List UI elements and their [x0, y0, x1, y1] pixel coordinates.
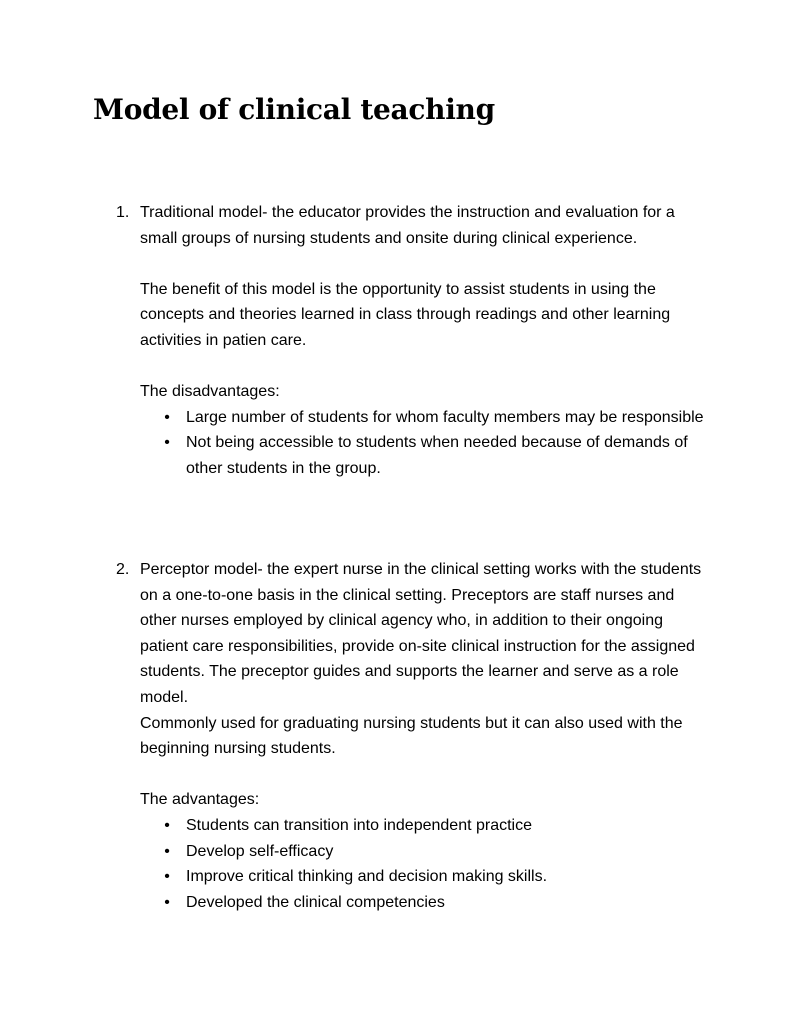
list-item-text: Not being accessible to students when needed because of demands of other students in the group. — [186, 434, 688, 477]
item-intro-paragraph: Perceptor model- the expert nurse in the clinical setting works with the students on a one-to-one basis in the clinical setting. Preceptors are staff nurses and other nurses employed by clinical agency who, in addition to their ongoing patient care responsibilities, provide on-site clinical instruction for the assigned students. The preceptor guides and supports the learner and serve as a role model. — [140, 561, 702, 706]
bullet-icon: • — [164, 434, 170, 452]
bullet-icon: • — [164, 842, 170, 860]
item-number: 1. — [116, 204, 130, 221]
bullet-icon: • — [164, 893, 170, 911]
list-item — [140, 813, 712, 839]
page-title: Model of clinical teaching — [93, 93, 495, 126]
disadvantages-list — [140, 405, 712, 482]
bullet-icon: • — [164, 868, 170, 886]
benefit-paragraph: The benefit of this model is the opportunity to assist students in using the concepts and theories learned in class through readings and other learning activities in patien care. — [140, 280, 671, 349]
list-item-text: Improve critical thinking and decision making skills. — [186, 868, 548, 886]
list-item-text: Develop self-efficacy — [186, 842, 334, 860]
paragraph-spacer — [140, 251, 712, 277]
bullet-icon: • — [164, 408, 170, 426]
item-intro-paragraph: Traditional model- the educator provides the instruction and evaluation for a small groups of nursing students and onsite during clinical experience. — [140, 204, 675, 247]
list-item — [140, 864, 712, 890]
list-item-text: Developed the clinical competencies — [186, 893, 445, 911]
list-item — [140, 430, 712, 481]
list-item — [140, 839, 712, 865]
usage-paragraph: Commonly used for graduating nursing students but it can also used with the beginning nursing students. — [140, 714, 683, 758]
item-number: 2. — [116, 561, 130, 578]
advantages-list — [140, 813, 712, 915]
list-item — [140, 890, 712, 916]
bullet-icon: • — [164, 816, 170, 834]
item-content — [140, 557, 712, 915]
list-item-text: Students can transition into independent practice — [186, 816, 533, 834]
item-content — [140, 200, 712, 482]
paragraph-spacer — [140, 354, 712, 380]
list-item-text: Large number of students for whom faculty members may be responsible — [186, 408, 704, 426]
advantages-heading: The advantages: — [140, 791, 260, 809]
list-item — [140, 405, 712, 431]
disadvantages-heading: The disadvantages: — [140, 383, 280, 401]
paragraph-spacer — [140, 762, 712, 788]
